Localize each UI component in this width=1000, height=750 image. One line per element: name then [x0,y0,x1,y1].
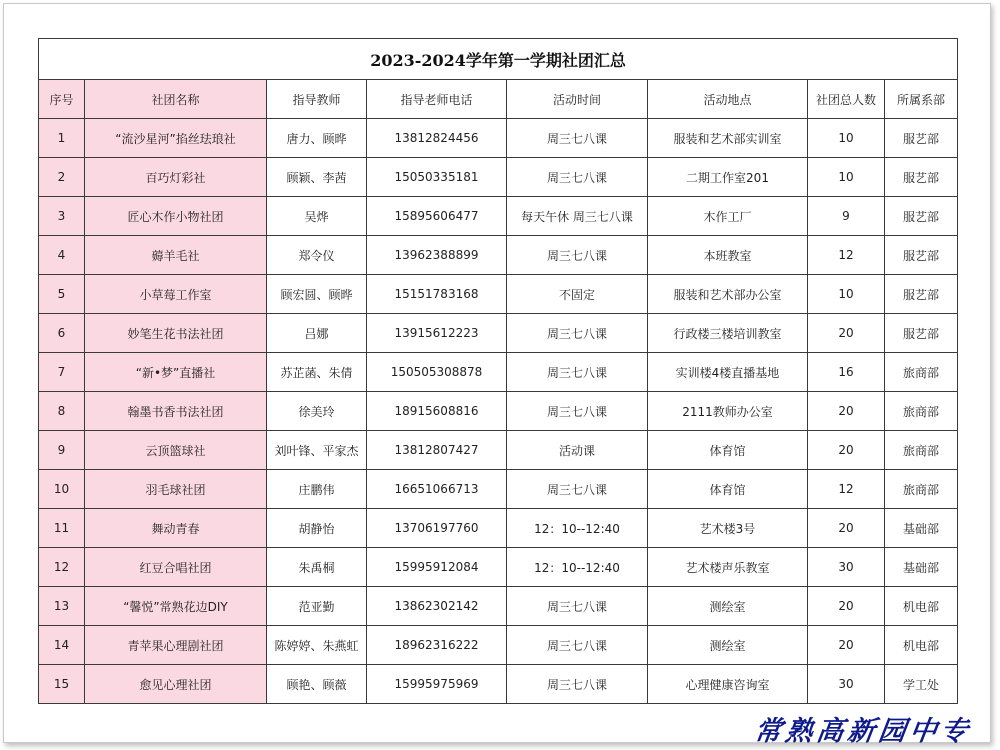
cell-index: 6 [39,314,85,353]
table-row [39,158,958,197]
school-signature: 常熟高新园中专 [752,716,974,747]
cell-location: 测绘室 [648,626,808,665]
cell-department: 机电部 [885,626,958,665]
cell-club-name: 翰墨书香书法社团 [85,392,267,431]
table-row [39,626,958,665]
cell-teacher: 顾颖、李茜 [267,158,367,197]
cell-time: 每天午休 周三七八课 [507,197,648,236]
cell-member-count: 10 [808,275,885,314]
cell-index: 10 [39,470,85,509]
cell-teacher: 朱禹桐 [267,548,367,587]
cell-location: 服装和艺术部办公室 [648,275,808,314]
header-row [39,80,958,119]
cell-index: 1 [39,119,85,158]
cell-department: 旅商部 [885,392,958,431]
cell-club-name: 妙笔生花书法社团 [85,314,267,353]
header-phone: 指导老师电话 [367,80,507,119]
cell-index: 11 [39,509,85,548]
cell-phone: 18915608816 [367,392,507,431]
cell-location: 2111教师办公室 [648,392,808,431]
cell-department: 旅商部 [885,431,958,470]
cell-phone: 13812807427 [367,431,507,470]
cell-teacher: 陈婷婷、朱燕虹 [267,626,367,665]
cell-teacher: 顾宏圆、顾晔 [267,275,367,314]
cell-location: 体育馆 [648,470,808,509]
cell-index: 4 [39,236,85,275]
cell-index: 15 [39,665,85,704]
cell-member-count: 10 [808,158,885,197]
cell-time: 周三七八课 [507,353,648,392]
cell-location: 心理健康咨询室 [648,665,808,704]
cell-location: 本班教室 [648,236,808,275]
cell-department: 服艺部 [885,236,958,275]
header-index: 序号 [39,80,85,119]
cell-club-name: 匠心木作小物社团 [85,197,267,236]
cell-club-name: 愈见心理社团 [85,665,267,704]
cell-club-name: 青苹果心理剧社团 [85,626,267,665]
cell-time: 周三七八课 [507,587,648,626]
cell-phone: 15995912084 [367,548,507,587]
cell-member-count: 30 [808,548,885,587]
cell-phone: 13862302142 [367,587,507,626]
cell-teacher: 徐美玲 [267,392,367,431]
cell-teacher: 唐力、顾晔 [267,119,367,158]
cell-phone: 150505308878 [367,353,507,392]
club-summary-table [38,38,958,704]
cell-member-count: 16 [808,353,885,392]
cell-member-count: 10 [808,119,885,158]
table-row [39,236,958,275]
table-row [39,353,958,392]
table-row [39,587,958,626]
cell-teacher: 范亚勤 [267,587,367,626]
cell-time: 周三七八课 [507,626,648,665]
table-row [39,470,958,509]
cell-index: 13 [39,587,85,626]
cell-time: 周三七八课 [507,119,648,158]
cell-department: 服艺部 [885,197,958,236]
header-time: 活动时间 [507,80,648,119]
cell-club-name: 小草莓工作室 [85,275,267,314]
table-row [39,314,958,353]
cell-department: 旅商部 [885,353,958,392]
cell-department: 学工处 [885,665,958,704]
cell-location: 服装和艺术部实训室 [648,119,808,158]
cell-phone: 15995975969 [367,665,507,704]
cell-index: 14 [39,626,85,665]
cell-time: 周三七八课 [507,236,648,275]
cell-department: 服艺部 [885,158,958,197]
cell-club-name: 羽毛球社团 [85,470,267,509]
cell-department: 旅商部 [885,470,958,509]
cell-time: 活动课 [507,431,648,470]
table-row [39,431,958,470]
table-row [39,275,958,314]
cell-location: 行政楼三楼培训教室 [648,314,808,353]
cell-member-count: 12 [808,236,885,275]
header-location: 活动地点 [648,80,808,119]
cell-time: 周三七八课 [507,470,648,509]
table-row [39,392,958,431]
cell-index: 2 [39,158,85,197]
cell-teacher: 胡静怡 [267,509,367,548]
cell-time: 周三七八课 [507,665,648,704]
cell-member-count: 20 [808,431,885,470]
cell-time: 12：10--12:40 [507,509,648,548]
cell-location: 艺术楼声乐教室 [648,548,808,587]
cell-club-name: “流沙星河”掐丝珐琅社 [85,119,267,158]
table-row [39,548,958,587]
cell-location: 体育馆 [648,431,808,470]
table-row [39,197,958,236]
cell-time: 周三七八课 [507,314,648,353]
cell-location: 艺术楼3号 [648,509,808,548]
cell-phone: 15050335181 [367,158,507,197]
cell-teacher: 庄鹏伟 [267,470,367,509]
cell-index: 12 [39,548,85,587]
cell-phone: 13812824456 [367,119,507,158]
cell-club-name: “新•梦”直播社 [85,353,267,392]
cell-phone: 15895606477 [367,197,507,236]
cell-member-count: 20 [808,587,885,626]
cell-department: 服艺部 [885,119,958,158]
cell-index: 7 [39,353,85,392]
table-row [39,665,958,704]
cell-member-count: 20 [808,509,885,548]
table-row [39,509,958,548]
cell-member-count: 20 [808,626,885,665]
table-row [39,119,958,158]
cell-phone: 18962316222 [367,626,507,665]
header-teacher: 指导教师 [267,80,367,119]
cell-member-count: 20 [808,392,885,431]
cell-time: 12：10--12:40 [507,548,648,587]
cell-club-name: 红豆合唱社团 [85,548,267,587]
cell-phone: 13706197760 [367,509,507,548]
cell-phone: 16651066713 [367,470,507,509]
cell-teacher: 顾艳、顾薇 [267,665,367,704]
cell-location: 木作工厂 [648,197,808,236]
cell-member-count: 20 [808,314,885,353]
cell-club-name: 舞动青春 [85,509,267,548]
cell-index: 3 [39,197,85,236]
cell-phone: 13915612223 [367,314,507,353]
cell-time: 不固定 [507,275,648,314]
cell-department: 服艺部 [885,314,958,353]
cell-club-name: 百巧灯彩社 [85,158,267,197]
cell-teacher: 吴烨 [267,197,367,236]
cell-location: 二期工作室201 [648,158,808,197]
cell-phone: 13962388899 [367,236,507,275]
cell-teacher: 郑令仪 [267,236,367,275]
cell-member-count: 12 [808,470,885,509]
cell-club-name: 云顶篮球社 [85,431,267,470]
cell-club-name: 薅羊毛社 [85,236,267,275]
table-title: 2023-2024学年第一学期社团汇总 [39,39,958,80]
cell-member-count: 30 [808,665,885,704]
cell-location: 测绘室 [648,587,808,626]
cell-department: 基础部 [885,509,958,548]
cell-member-count: 9 [808,197,885,236]
cell-time: 周三七八课 [507,392,648,431]
cell-index: 9 [39,431,85,470]
header-club-name: 社团名称 [85,80,267,119]
cell-location: 实训楼4楼直播基地 [648,353,808,392]
cell-teacher: 刘叶锋、平家杰 [267,431,367,470]
cell-teacher: 苏芷菡、朱倩 [267,353,367,392]
header-department: 所属系部 [885,80,958,119]
cell-teacher: 吕娜 [267,314,367,353]
cell-department: 服艺部 [885,275,958,314]
cell-club-name: “馨悦”常熟花边DIY [85,587,267,626]
header-member-count: 社团总人数 [808,80,885,119]
cell-index: 5 [39,275,85,314]
cell-department: 基础部 [885,548,958,587]
cell-time: 周三七八课 [507,158,648,197]
cell-index: 8 [39,392,85,431]
cell-phone: 15151783168 [367,275,507,314]
cell-department: 机电部 [885,587,958,626]
